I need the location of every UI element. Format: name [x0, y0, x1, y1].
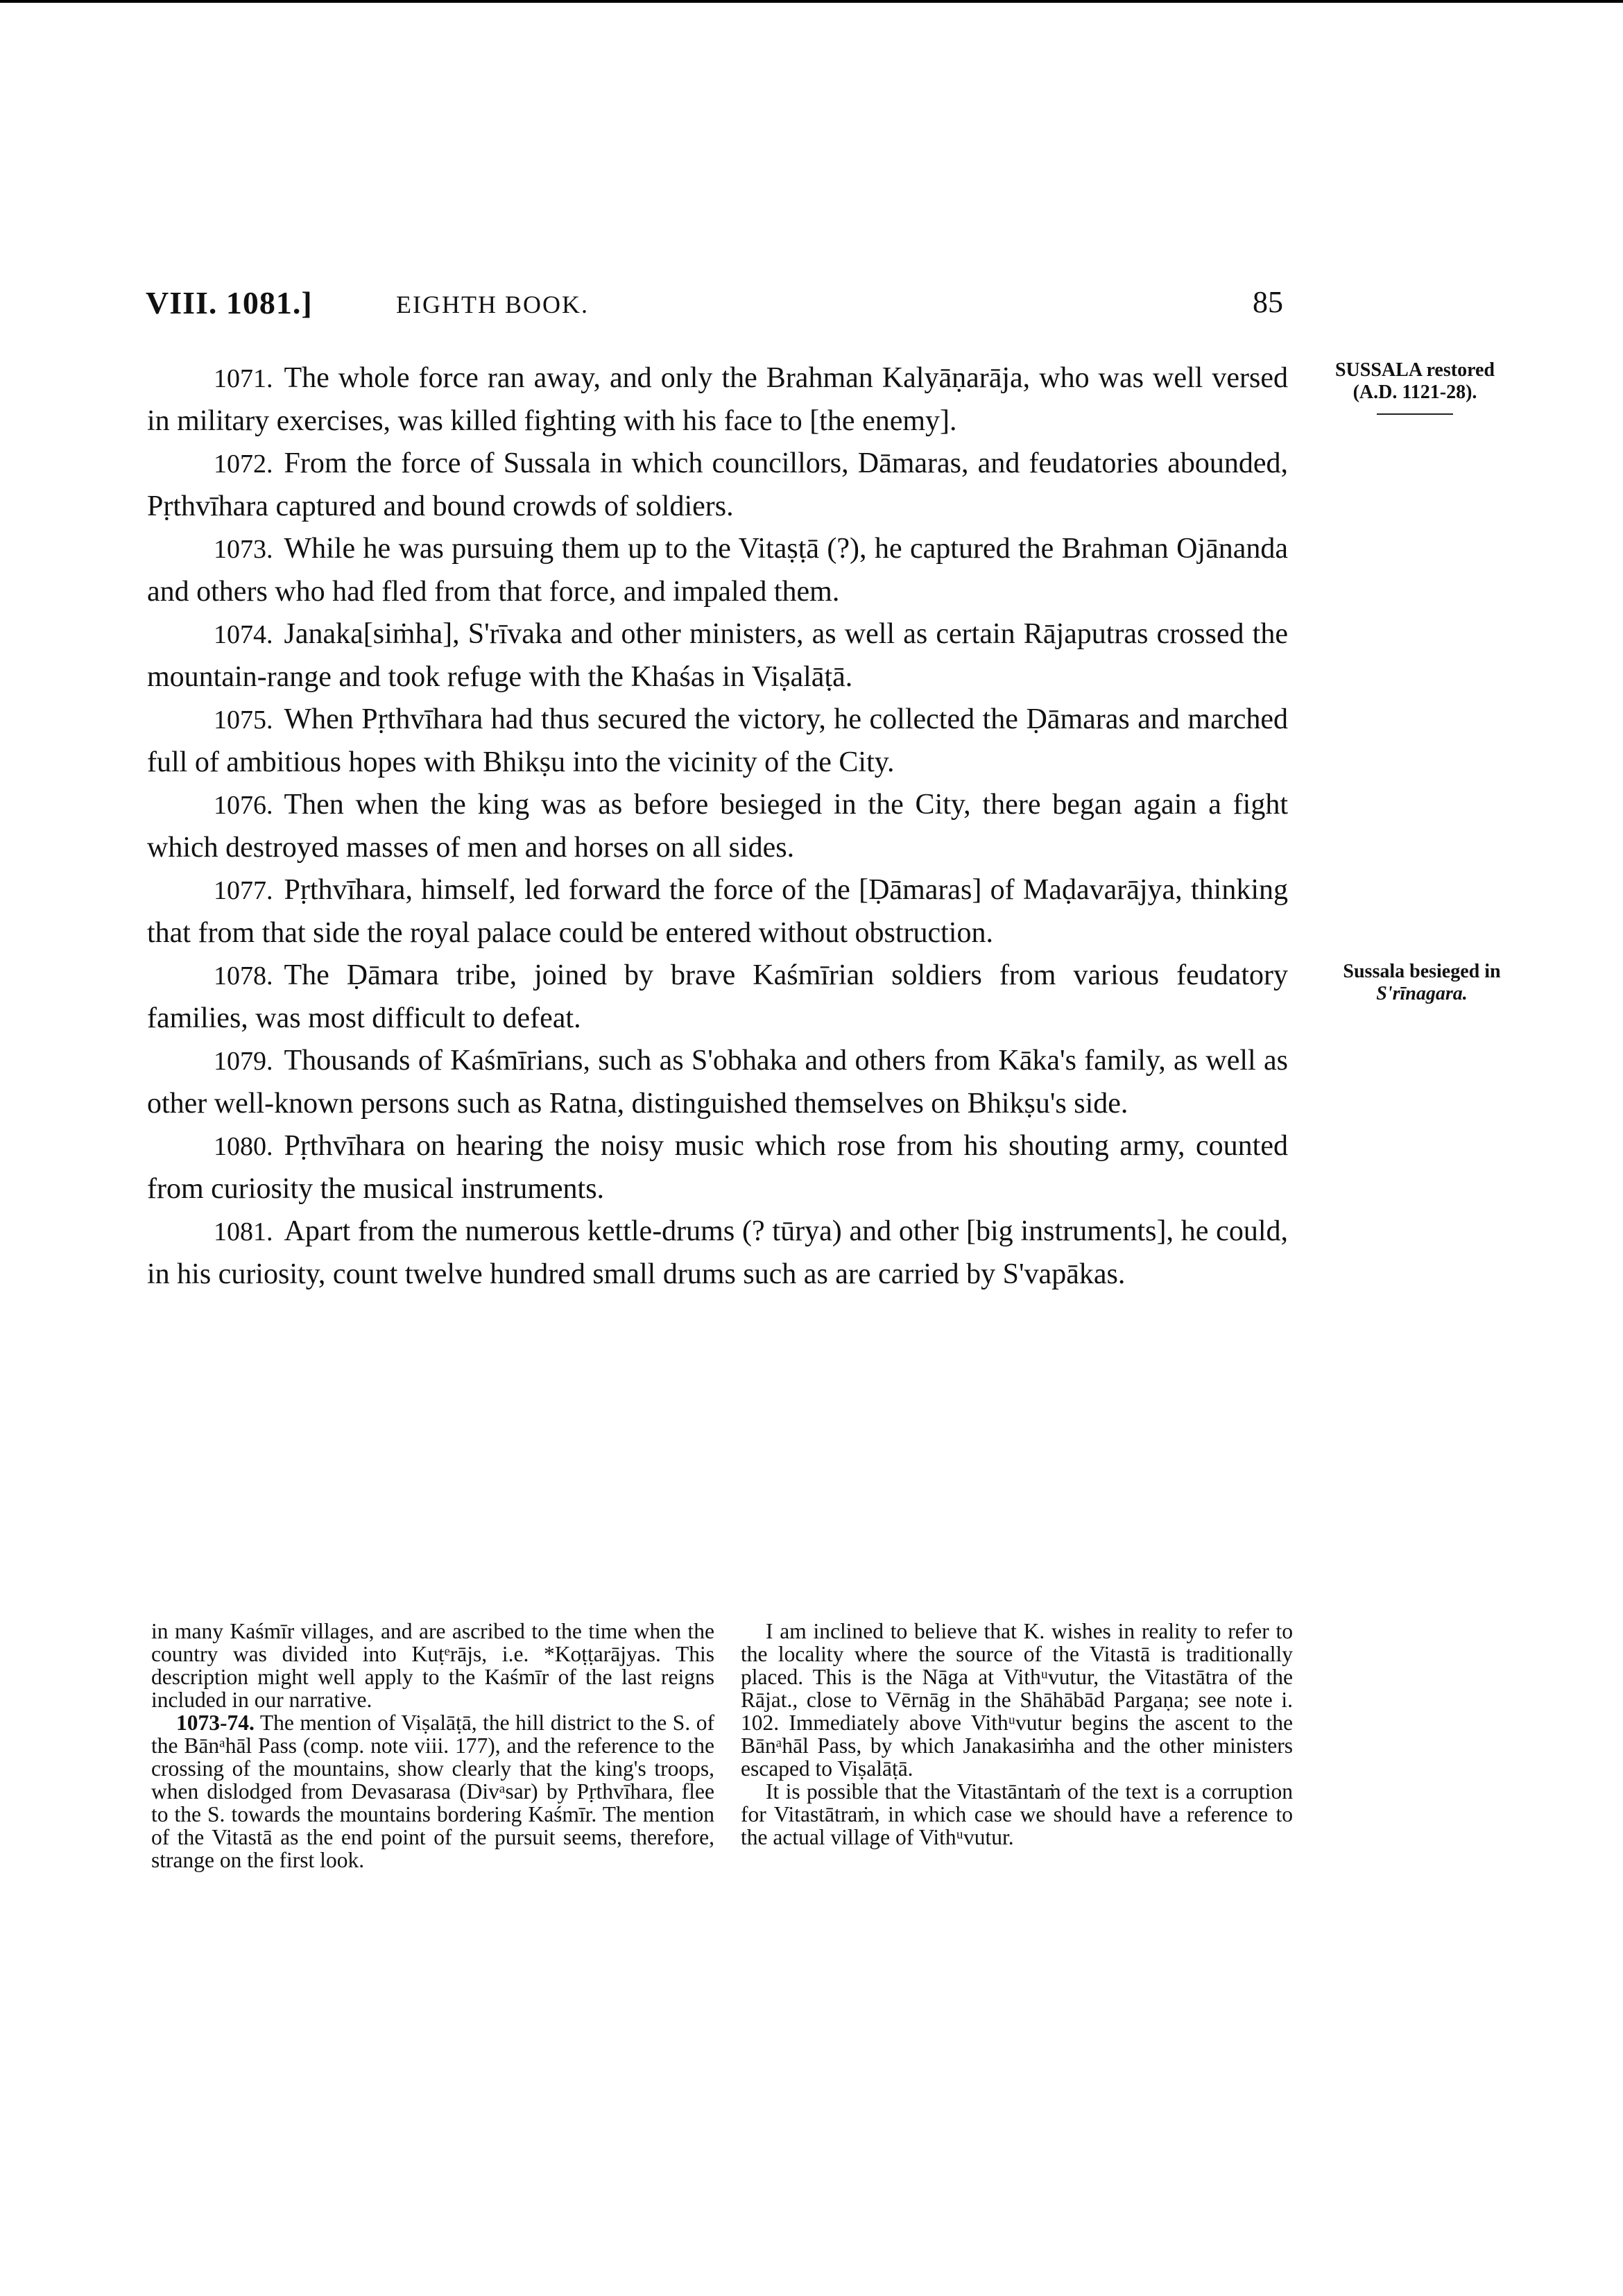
verse-text: The whole force ran away, and only the Brahman Kalyāṇarāja, who was well versed in military exercises, was killed fighting with his face to [the enemy].: [147, 362, 1288, 437]
verse-number: 1077.: [214, 876, 273, 905]
running-head-section: VIII. 1081.]: [146, 285, 313, 320]
footnote-paragraph: [151, 1620, 714, 1711]
verse-column: [147, 357, 1288, 1296]
sidenote-sussala-restored: [1314, 359, 1515, 415]
footnote-text: The mention of Viṣalāṭā, the hill district to the S. of the Bānᵃhāl Pass (comp. note viii. 177), and the reference to the crossing of the mountains, show clearly that the king's troops, when dislodged from Devasarasa (Divᵃsar) by Pṛthvīhara, flee to the S. towards the mountains bordering Kaśmīr. The mention of the Vitastā as the end point of the pursuit seems, therefore, strange on the first look.: [151, 1711, 714, 1872]
footnote-text: I am inclined to believe that K. wishes in reality to refer to the locality where the source of the Vitastā is traditionally placed. This is the Nāga at Vithᵘvutur, the Vitastātra of the Rājat., close to Vērnāg in the Shāhābād Pargaṇa; see note i. 102. Immediately above Vithᵘvutur begins the ascent to the Bānᵃhāl Pass, by which Janakasiṁha and the other ministers escaped to Viṣalāṭā.: [741, 1619, 1293, 1781]
footnote-column-left: [151, 1620, 714, 1871]
sidenote-line: S'rīnagara.: [1376, 983, 1468, 1004]
verse-text: Apart from the numerous kettle-drums (? tūrya) and other [big instruments], he could, in his curiosity, count twelve hundred small drums such as are carried by S'vapākas.: [147, 1215, 1288, 1290]
sidenote-line: Sussala besieged in: [1343, 961, 1501, 982]
verse-number: 1074.: [214, 620, 273, 649]
footnote-paragraph: [741, 1780, 1293, 1849]
verse-number: 1076.: [214, 791, 273, 820]
verse-text: Janaka[siṁha], S'rīvaka and other ministers, as well as certain Rājaputras crossed the mountain-range and took refuge with the Khaśas in Viṣalāṭā.: [147, 618, 1288, 693]
footnote-ref: 1073-74.: [176, 1711, 255, 1735]
sidenote-sussala-besieged: [1318, 961, 1526, 1005]
verse-number: 1075.: [214, 705, 273, 735]
verse-number: 1080.: [214, 1132, 273, 1161]
running-head: [146, 284, 1283, 326]
sidenote-rule: [1377, 413, 1453, 415]
footnotes: [151, 1619, 1293, 2008]
verse-text: Pṛthvīhara, himself, led forward the force of the [Ḍāmaras] of Maḍavarājya, thinking that from that side the royal palace could be entered without obstruction.: [147, 874, 1288, 949]
verse-number: 1071.: [214, 364, 273, 393]
verse-text: Pṛthvīhara on hearing the noisy music which rose from his shouting army, counted from curiosity the musical instruments.: [147, 1130, 1288, 1205]
verse-number: 1073.: [214, 535, 273, 564]
verse: [147, 1040, 1288, 1125]
verse-text: Then when the king was as before besieged in the City, there began again a fight which destroyed masses of men and horses on all sides.: [147, 789, 1288, 864]
verse: [147, 784, 1288, 869]
verse: [147, 528, 1288, 613]
verse-text: The Ḍāmara tribe, joined by brave Kaśmīrian soldiers from various feudatory families, was most difficult to defeat.: [147, 959, 1288, 1034]
verse: [147, 1210, 1288, 1296]
sidenote-line: (A.D. 1121-28).: [1352, 382, 1477, 403]
footnote-text: in many Kaśmīr villages, and are ascribed to the time when the country was divided into Kuṭᵉrājs, i.e. *Koṭṭarājyas. This description might well apply to the Kaśmīr of the last reigns included in our narrative.: [151, 1619, 714, 1712]
verse-text: When Pṛthvīhara had thus secured the victory, he collected the Ḍāmaras and marched full of ambitious hopes with Bhikṣu into the vicinity of the City.: [147, 703, 1288, 778]
verse-number: 1081.: [214, 1217, 273, 1246]
footnote-paragraph: [151, 1711, 714, 1871]
verse: [147, 613, 1288, 699]
verse: [147, 699, 1288, 784]
verse: [147, 1125, 1288, 1210]
verse: [147, 357, 1288, 443]
verse: [147, 954, 1288, 1040]
verse-text: Thousands of Kaśmīrians, such as S'obhaka and others from Kāka's family, as well as other well-known persons such as Ratna, distinguished themselves on Bhikṣu's side.: [147, 1045, 1288, 1120]
verse-number: 1079.: [214, 1047, 273, 1076]
verse: [147, 869, 1288, 954]
verse: [147, 443, 1288, 528]
verse-text: While he was pursuing them up to the Vitaṣṭā (?), he captured the Brahman Ojānanda and others who had fled from that force, and impaled them.: [147, 533, 1288, 608]
footnote-paragraph: [741, 1620, 1293, 1780]
footnote-column-right: [741, 1620, 1293, 1849]
sidenote-line: SUSSALA restored: [1334, 359, 1495, 381]
verse-text: From the force of Sussala in which councillors, Dāmaras, and feudatories abounded, Pṛthvīhara captured and bound crowds of soldiers.: [147, 447, 1288, 522]
verse-number: 1078.: [214, 961, 273, 991]
running-head-title: EIGHTH BOOK.: [396, 291, 589, 318]
verse-number: 1072.: [214, 449, 273, 479]
footnote-text: It is possible that the Vitastāntaṁ of the text is a corruption for Vitastātraṁ, in which case we should have a reference to the actual village of Vithᵘvutur.: [741, 1779, 1293, 1849]
page-number: 85: [1253, 285, 1283, 319]
